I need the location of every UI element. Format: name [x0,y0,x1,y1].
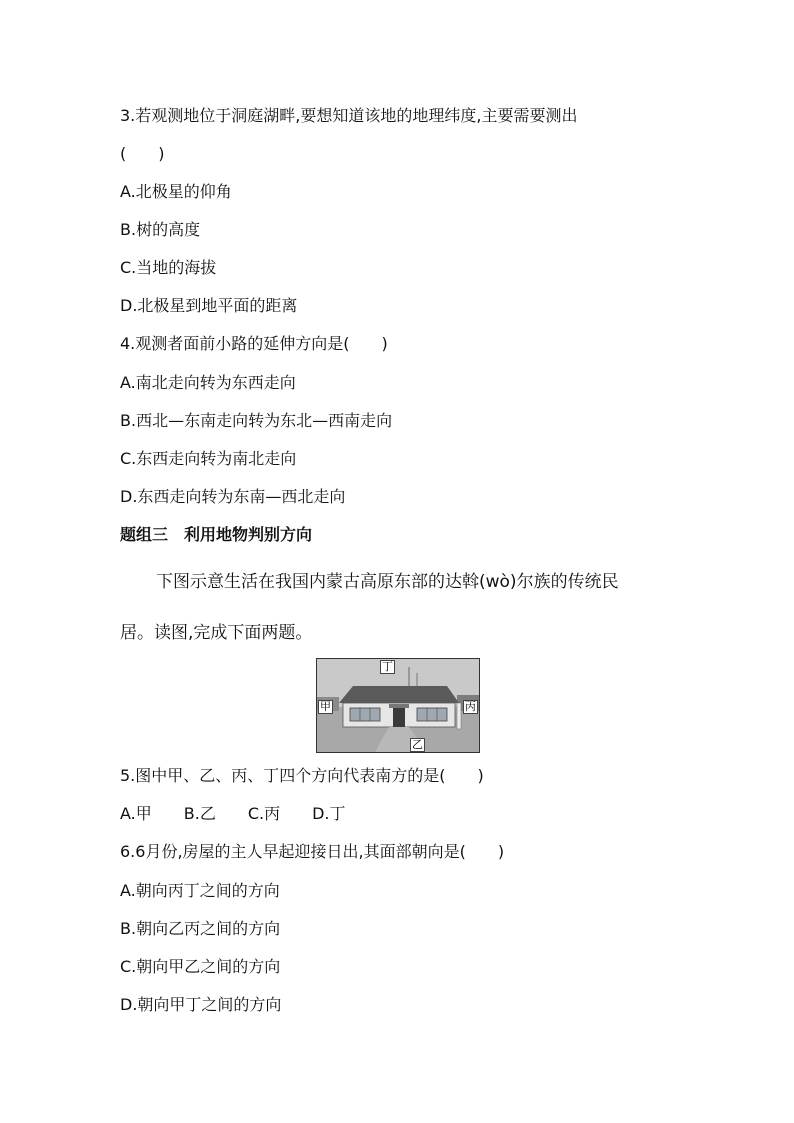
q6-option-b: B.朝向乙丙之间的方向 [120,919,281,938]
q6-option-d: D.朝向甲丁之间的方向 [120,995,282,1014]
q3-option-a: A.北极星的仰角 [120,182,232,201]
q3-stem: 3.若观测地位于洞庭湖畔,要想知道该地的地理纬度,主要需要测出 [120,106,578,125]
door-canopy [389,704,409,708]
q5-stem: 5.图中甲、乙、丙、丁四个方向代表南方的是( ) [120,766,484,785]
q3-option-b: B.树的高度 [120,220,201,239]
q6-option-a: A.朝向丙丁之间的方向 [120,881,280,900]
house-figure [316,658,480,753]
section-intro-line2: 居。读图,完成下面两题。 [120,623,313,643]
house-roof [339,686,459,703]
q3-option-c: C.当地的海拔 [120,258,217,277]
q3-bracket: ( ) [120,144,165,163]
window-left [350,708,380,721]
q6-option-c: C.朝向甲乙之间的方向 [120,957,281,976]
section-title: 题组三 利用地物判别方向 [120,525,313,544]
gate-post [457,703,461,729]
direction-label-left: 甲 [320,700,331,713]
house-door [393,707,405,727]
q3-option-d: D.北极星到地平面的距离 [120,296,298,315]
q4-option-b: B.西北—东南走向转为东北—西南走向 [120,411,393,430]
direction-label-top: 丁 [382,660,393,673]
q5-options: A.甲 B.乙 C.丙 D.丁 [120,804,346,823]
q4-option-d: D.东西走向转为东南—西北走向 [120,487,346,506]
q6-stem: 6.6月份,房屋的主人早起迎接日出,其面部朝向是( ) [120,842,505,861]
window-right [417,708,447,721]
house-photo-illustration [317,659,479,752]
direction-label-bottom: 乙 [412,738,423,751]
section-intro-line1: 下图示意生活在我国内蒙古高原东部的达斡(wò)尔族的传统民 [156,572,619,592]
q4-option-c: C.东西走向转为南北走向 [120,449,297,468]
q4-stem: 4.观测者面前小路的延伸方向是( ) [120,334,388,353]
q4-option-a: A.南北走向转为东西走向 [120,373,296,392]
direction-label-right: 丙 [465,700,476,713]
